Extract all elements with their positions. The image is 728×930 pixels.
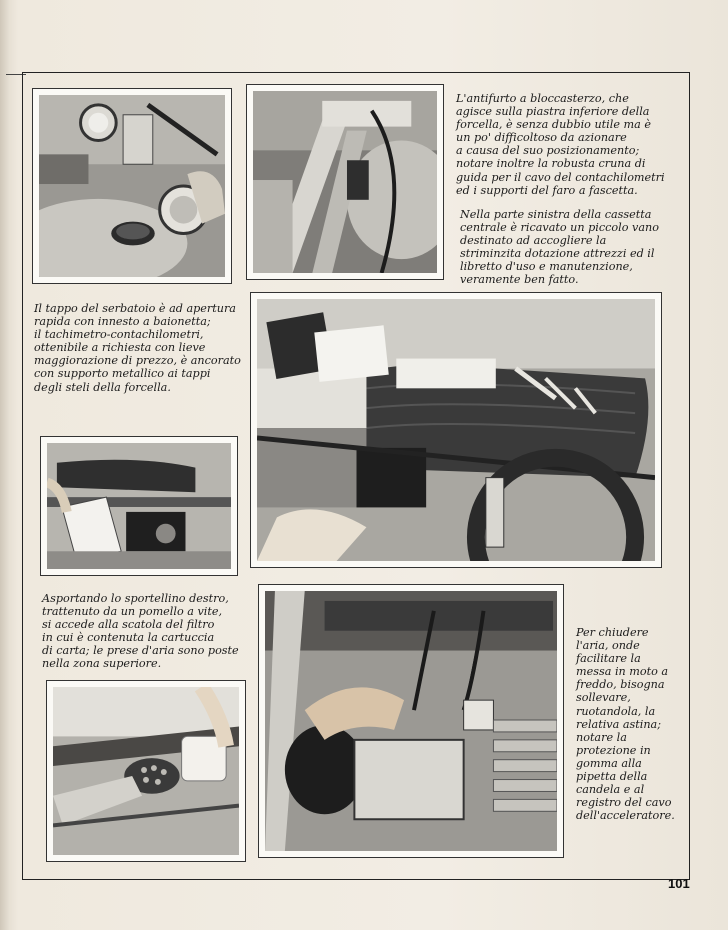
photo-fuel-cap [32, 88, 232, 284]
caption-tappo: Il tappo del serbatoio è ad apertura rapida con innesto a baionetta; il tachimetro-contachilometri, ottenibile a richiesta con lieve maggiorazione di prezzo, è ancorato con supporto metallico ai tappi degli steli della forcella. [34, 302, 241, 394]
photo-air-filter [46, 680, 246, 862]
caption-aria: Per chiudere l'aria, onde facilitare la messa in moto a freddo, bisogna sollevare, ruotandola, la relativa astina; notare la protezione in gomma alla pipetta della candela e al registro del cavo dell'acceleratore. [576, 626, 675, 823]
caption-antifurto: L'antifurto a bloccasterzo, che agisce sulla piastra inferiore della forcella, è senza dubbio utile ma è un po' difficoltoso da azionare a causa del suo posizionamento; notare inoltre la robusta cruna di guida per il cavo del contachilometri ed i supporti del faro a fascetta. [456, 92, 665, 197]
caption-cassetta: Nella parte sinistra della cassetta centrale è ricavato un piccolo vano destinato ad accogliere la striminzita dotazione attrezzi ed il libretto d'uso e manutenzione, veramente ben fatto. [460, 208, 659, 287]
photo-steering-lock [246, 84, 444, 280]
caption-sportellino: Asportando lo sportellino destro, trattenuto da un pomello a vite, si accede alla scatola del filtro in cui è contenuta la cartuccia di carta; le prese d'aria sono poste nella zona superiore. [42, 592, 239, 671]
page-edge [0, 0, 10, 930]
photo-seat-tools [250, 292, 662, 568]
page-number: 101 [668, 876, 690, 891]
photo-side-cover [40, 436, 238, 576]
photo-carburetor [258, 584, 564, 858]
